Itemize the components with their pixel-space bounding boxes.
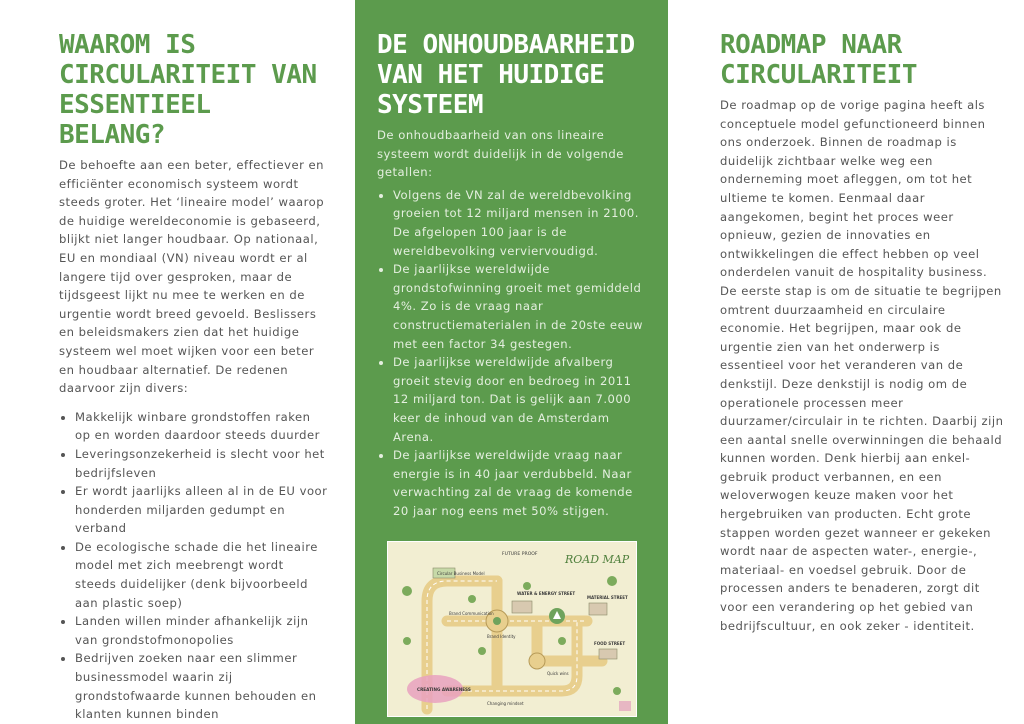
label-future-proof: FUTURE PROOF	[502, 552, 538, 557]
roundabout-quick-wins	[529, 653, 545, 669]
list-item: • Leveringsonzekerheid is slecht voor het bedrijfsleven	[75, 445, 328, 482]
list-item: • De ecologische schade die het lineaire model met zich meebrengt wordt steeds duidelijker (denk bijvoorbeeld aan plastic soep)	[75, 538, 328, 612]
list-item: • Landen willen minder afhankelijk zijn van grondstofmonopolies	[75, 612, 328, 649]
label-brand-identity: Brand Identity	[487, 634, 516, 639]
list-item: • Er wordt jaarlijks alleen al in de EU voor honderden miljarden gedumpt en verband	[75, 482, 328, 538]
label-brand-communication: Brand Communication	[449, 611, 494, 616]
list-item: • De jaarlijkse wereldwijde vraag naar energie is in 40 jaar verdubbeld. Naar verwachting zal de vraag de komende 20 jaar nog eens met 50% stijgen.	[393, 446, 650, 520]
roundabout-center	[493, 617, 501, 625]
label-water-energy: WATER & ENERGY STREET	[517, 591, 576, 596]
list-item: • Bedrijven zoeken naar een slimmer businessmodel waarin zij grondstofwaarde kunnen behouden en klanten kunnen binden	[75, 649, 328, 723]
reasons-list	[59, 408, 328, 724]
label-material-street: MATERIAL STREET	[587, 595, 628, 600]
roadmap-illustration	[387, 541, 637, 717]
roadmap-heading: ROADMAP NAAR CIRCULARITEIT	[720, 30, 917, 90]
unsustainability-heading: DE ONHOUDBAARHEID VAN HET HUIDIGE SYSTEEM	[377, 30, 635, 120]
why-circularity-heading: WAAROM IS CIRCULARITEIT VAN ESSENTIEEL BELANG?	[59, 30, 317, 150]
label-changing-mindset: Changing mindset	[487, 701, 524, 706]
column-roadmap	[670, 0, 1024, 724]
building-icon	[599, 649, 617, 659]
building-icon	[512, 601, 532, 613]
unsustainability-intro: De onhoudbaarheid van ons lineaire systeem wordt duidelijk in de volgende getallen:	[377, 128, 624, 180]
list-item: • Makkelijk winbare grondstoffen raken op en worden daardoor steeds duurder	[75, 408, 328, 445]
why-circularity-intro: De behoefte aan een beter, effectiever en efficiënter economisch systeem wordt steeds groter. Het ‘lineaire model’ waarop de huidige wereldeconomie is gebaseerd, blijkt niet langer houdbaar. Op nationaal, EU en mondiaal (VN) niveau wordt er al langere tijd over gesproken, maar de tijdsgeest lijkt nu mee te werken en de urgentie wordt breed gevoeld. Beslissers en beleidsmakers zien dat het huidige systeem wel moet wijken voor een beter en houdbaar alternatief. De redenen daarvoor zijn divers:	[59, 158, 325, 396]
statistics-list	[377, 186, 650, 521]
list-item: • Volgens de VN zal de wereldbevolking groeien tot 12 miljard mensen in 2100. De afgelopen 100 jaar is de wereldbevolking verviervoudigd.	[393, 186, 650, 260]
label-creating-awareness: CREATING AWARENESS	[417, 687, 471, 692]
column-why-circularity	[0, 0, 352, 724]
label-food-street: FOOD STREET	[594, 641, 626, 646]
label-quick-wins: Quick wins	[547, 671, 569, 676]
building-icon	[589, 603, 607, 615]
list-item: • De jaarlijkse wereldwijde grondstofwinning groeit met gemiddeld 4%. Zo is de vraag naar constructiematerialen in de 20ste eeuw met een factor 34 gestegen.	[393, 260, 650, 353]
list-item: • De jaarlijkse wereldwijde afvalberg groeit stevig door en bedroeg in 2011 12 miljard ton. Dat is gelijk aan 7.000 keer de inhoud van de Amsterdam Arena.	[393, 353, 650, 446]
roadmap-body: De roadmap op de vorige pagina heeft als conceptuele model gefunctioneerd binnen ons onderzoek. Binnen de roadmap is duidelijk zichtbaar welke weg een onderneming moet afleggen, om tot het ultieme te komen. Eenmaal daar aangekomen, begint het proces weer opnieuw, gezien de innovaties en ontwikkelingen die effect hebben op veel onderdelen vanuit de hospitality business. De eerste stap is om de situatie te begrijpen omtrent duurzaamheid en circulaire economie. Het begrijpen, maar ook de urgentie zien van het onderwerp is essentieel voor het veranderen van de denkstijl. Deze denkstijl is nodig om de operationele processen meer duurzamer/circulair in te richten. Daarbij zijn een aantal snelle overwinningen die behaald kunnen worden. Denk hierbij aan enkel-gebruik product verbannen, en een weloverwogen keuze maken voor het hergebruiken van producten. Echt grote stappen worden gezet wanneer er gekeken wordt naar de aspecten water-, energie-, materiaal- en voedsel gebruik. Door de processen anders te benaderen, zorgt dit voor een verandering op het gebied van bedrijfscultuur, en ook zeker - identiteit.	[720, 98, 1004, 633]
roadmap-map-title: ROAD MAP	[565, 553, 630, 566]
label-circular-business-model: Circular Business Model	[437, 571, 485, 576]
corner-badge-icon	[619, 701, 631, 711]
